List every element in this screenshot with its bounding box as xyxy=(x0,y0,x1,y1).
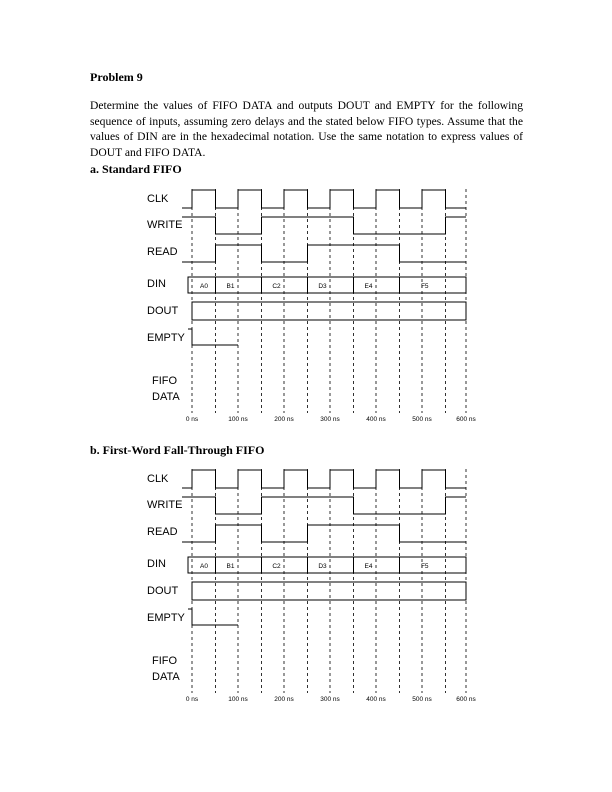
timing-diagram-standard-fifo xyxy=(0,180,612,440)
din-value: D3 xyxy=(318,283,327,290)
dout-bus xyxy=(192,302,466,320)
signal-label-empty: EMPTY xyxy=(147,612,185,624)
signal-label-fifo1: FIFO xyxy=(152,655,178,667)
time-label: 500 ns xyxy=(412,416,432,423)
signal-label-din: DIN xyxy=(147,558,166,570)
din-value: C2 xyxy=(272,563,281,570)
signal-label-write: WRITE xyxy=(147,219,183,231)
section-heading-standard-fifo: a. Standard FIFO xyxy=(90,162,182,176)
din-value: E4 xyxy=(364,283,373,290)
signal-label-clk: CLK xyxy=(147,473,169,485)
signal-label-fifo2: DATA xyxy=(152,391,180,403)
signal-label-write: WRITE xyxy=(147,499,183,511)
time-label: 0 ns xyxy=(185,416,199,423)
dout-bus xyxy=(192,582,466,600)
signal-label-clk: CLK xyxy=(147,193,169,205)
din-value: C2 xyxy=(272,283,281,290)
din-value: B1 xyxy=(226,563,235,570)
time-label: 400 ns xyxy=(366,696,386,703)
problem-description: Determine the values of FIFO DATA and outputs DOUT and EMPTY for the following sequence of inputs, assuming zero delays and the stated below FIFO types. Assume that the values of DIN are in the hexadecimal notation. Use the same notation to express values of DOUT and FIFO DATA. xyxy=(90,99,523,159)
clk-waveform xyxy=(182,470,466,488)
signal-label-empty: EMPTY xyxy=(147,332,185,344)
din-value: A0 xyxy=(200,563,208,570)
din-value: A0 xyxy=(200,283,208,290)
empty-waveform xyxy=(188,609,238,625)
section-heading-fwft-fifo: b. First-Word Fall-Through FIFO xyxy=(90,443,265,457)
write-waveform xyxy=(182,497,466,514)
problem-title: Problem 9 xyxy=(90,70,143,84)
signal-label-read: READ xyxy=(147,246,178,258)
read-waveform xyxy=(182,525,466,542)
din-value: F5 xyxy=(420,283,429,290)
din-value: F5 xyxy=(420,563,429,570)
time-label: 300 ns xyxy=(320,696,340,703)
signal-label-read: READ xyxy=(147,526,178,538)
time-label: 200 ns xyxy=(274,696,294,703)
time-label: 0 ns xyxy=(185,696,199,703)
read-waveform xyxy=(182,245,466,262)
time-label: 600 ns xyxy=(456,416,476,423)
din-value: E4 xyxy=(364,563,373,570)
time-label: 500 ns xyxy=(412,696,432,703)
time-label: 100 ns xyxy=(228,696,248,703)
time-label: 400 ns xyxy=(366,416,386,423)
time-label: 100 ns xyxy=(228,416,248,423)
din-value: B1 xyxy=(226,283,235,290)
clk-waveform xyxy=(182,190,466,208)
timing-diagram-fwft-fifo xyxy=(0,460,612,720)
signal-label-fifo1: FIFO xyxy=(152,375,178,387)
time-label: 600 ns xyxy=(456,696,476,703)
signal-label-dout: DOUT xyxy=(147,305,179,317)
signal-label-dout: DOUT xyxy=(147,585,179,597)
time-label: 300 ns xyxy=(320,416,340,423)
signal-label-fifo2: DATA xyxy=(152,671,180,683)
signal-label-din: DIN xyxy=(147,278,166,290)
time-label: 200 ns xyxy=(274,416,294,423)
write-waveform xyxy=(182,217,466,234)
empty-waveform xyxy=(188,329,238,345)
din-value: D3 xyxy=(318,563,327,570)
